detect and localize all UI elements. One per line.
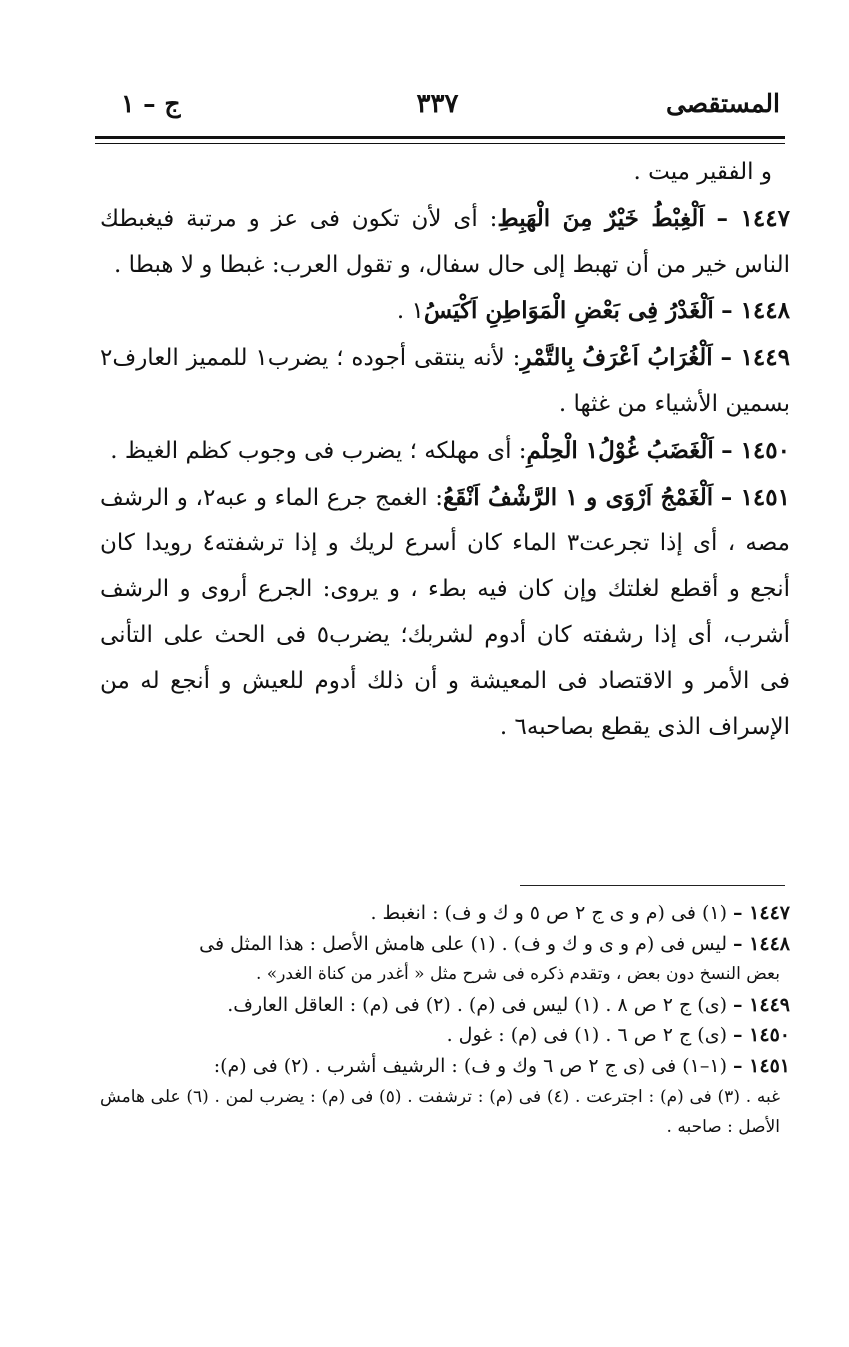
main-text (100, 150, 790, 750)
footnote-1448 (100, 929, 790, 960)
proverb-explanation: ١ . (396, 298, 424, 325)
footnote-1447 (100, 898, 790, 929)
footnote-text: (١–١) فى (ى ج ٢ ص ٦ وك و ف) : الرشيف أشرب . (٢) فى (م): (213, 1054, 727, 1077)
footnote-1450 (100, 1020, 790, 1051)
header-rule-thick (95, 136, 785, 139)
footnote-1449 (100, 990, 790, 1021)
proverb-explanation: : أى لأن تكون فى عز و مرتبة فيغبطك الناس خير من أن تهبط إلى حال سفال، و تقول العرب: غبطا و لا هبطا . (100, 205, 790, 278)
entry-number: ١٤٥١ – (720, 483, 790, 511)
proverb-text: اَلْغَمْجُ اَرْوَى و ١ الرَّشْفُ اَنْقَعُ (443, 483, 714, 511)
proverb-entry-1451 (100, 475, 790, 751)
proverb-explanation: : أى مهلكه ؛ يضرب فى وجوب كظم الغيظ . (110, 437, 527, 464)
proverb-entry-1449 (100, 335, 790, 428)
proverb-text: اَلْغَضَبُ غُوْلُ١ الْحِلْمِ (526, 436, 714, 464)
running-header (95, 86, 780, 126)
entry-number: ١٤٤٨ – (721, 297, 790, 325)
footnote-number: ١٤٤٧ – (733, 902, 790, 924)
footnote-number: ١٤٥١ – (733, 1054, 790, 1077)
proverb-explanation: : لأنه ينتقى أجوده ؛ يضرب١ للمميز العارف٢ بسمين الأشياء من غثها . (100, 345, 790, 417)
proverb-text: اَلْغِبْطُ خَيْرٌ مِنَ الْهَبِطِ (497, 204, 705, 232)
footnote-1451 (100, 1051, 790, 1082)
footnote-text: غبه . (٣) فى (م) : اجترعت . (٤) فى (م) : ترشفت . (٥) فى (م) : يضرب لمن . (٦) على هامش الأصل : صاحبه . (100, 1086, 780, 1138)
footnote-text: (١) فى (م و ى ج ٢ ص ٥ و ك و ف) : انغبط . (370, 902, 727, 924)
entry-continuation (100, 150, 790, 196)
footnote-text: بعض النسخ دون بعض ، وتقدم ذكره فى شرح مثل « أغدر من كناة الغدر» . (256, 964, 780, 985)
footnote-1451-continuation (100, 1082, 790, 1143)
footnote-1448-continuation (100, 959, 790, 990)
proverb-entry-1447 (100, 196, 790, 289)
proverb-entry-1448 (100, 288, 790, 335)
footnotes (100, 898, 790, 1143)
volume-label: ج – ١ (121, 89, 181, 118)
proverb-explanation: : الغمج جرع الماء و عبه٢، و الرشف مصه ، أى إذا تجرعت٣ الماء كان أسرع لريك و إذا ترشفته٤ رويدا كان أنجع و أقطع لغلتك وإن كان فيه بطء ، و يروى: الجرع أروى و الرشف أشرب، أى إذا رشفته كان أدوم لشربك؛ يضرب٥ فى الحث على التأنى فى الأمر و الاقتصاد فى المعيشة و أن ذلك أدوم للعيش و أنجع له من الإسراف الذى يقطع بصاحبه٦ . (100, 484, 790, 740)
proverb-entry-1450 (100, 428, 790, 475)
page-number: ٣٣٧ (416, 89, 459, 119)
header-rule-thin (95, 143, 785, 144)
proverb-text: اَلْغُرَابُ اَعْرَفُ بِالتَّمْرِ (520, 344, 713, 372)
proverb-text: اَلْغَدْرُ فِى بَعْضِ الْمَوَاطِنِ اَكْيَسُ (423, 297, 714, 325)
footnote-text: (ى) ج ٢ ص ٦ . (١) فى (م) : غول . (446, 1024, 727, 1047)
footnote-text: ليس فى (م و ى و ك و ف) . (١) على هامش الأصل : هذا المثل فى (199, 932, 727, 955)
continuation-text: و الفقير ميت . (633, 159, 772, 185)
footnote-number: ١٤٤٩ – (733, 993, 790, 1016)
footnote-number: ١٤٥٠ – (733, 1024, 790, 1047)
entry-number: ١٤٤٧ – (716, 204, 790, 232)
entry-number: ١٤٥٠ – (721, 436, 790, 464)
footnote-text: (ى) ج ٢ ص ٨ . (١) ليس فى (م) . (٢) فى (م) : العاقل العارف. (227, 993, 727, 1016)
book-title: المستقصى (665, 89, 780, 118)
footnote-number: ١٤٤٨ – (733, 932, 790, 955)
entry-number: ١٤٤٩ – (720, 344, 790, 372)
footnote-separator (520, 885, 785, 886)
